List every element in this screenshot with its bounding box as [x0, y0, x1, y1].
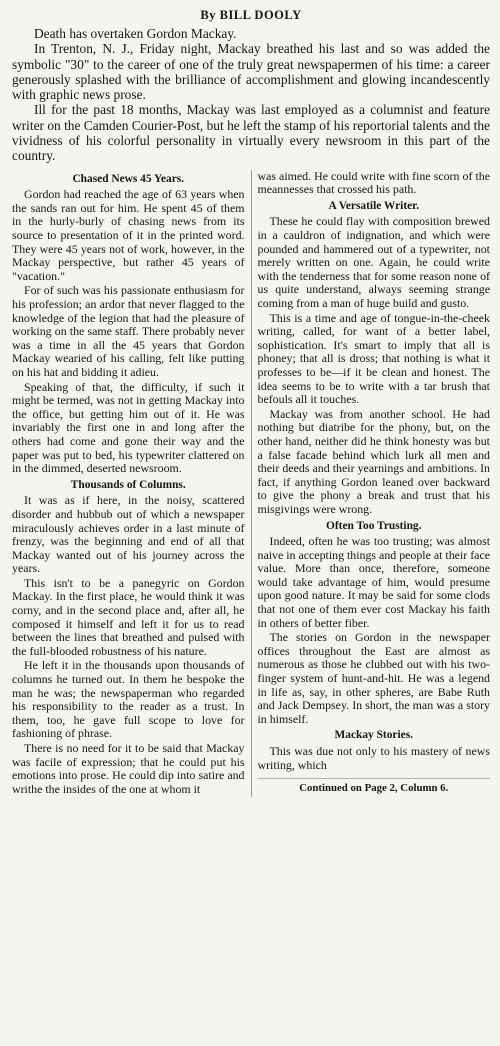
- paragraph: Speaking of that, the difficulty, if such it might be termed, was not in getting Mackay into the office, but getting him out of it. He was invariably the first one in and long after the others had come and gone their way and the paper was put to bed, his typewriter clattered on in the dimmed, deserted newsroom.: [12, 379, 245, 476]
- lead-section: [12, 26, 490, 164]
- right-column: [252, 170, 491, 798]
- subhead: Often Too Trusting.: [326, 519, 422, 532]
- byline: By BILL DOOLY: [200, 8, 302, 22]
- paragraph: He left it in the thousands upon thousands of columns he turned out. In them he bespoke the man he was; the newspaperman who regarded his responsibility to the reader as a trust. In them, too, he gave full scope to love for fashioning of phrase.: [12, 658, 245, 741]
- paragraph: There is no need for it to be said that Mackay was facile of expression; that he could put his emotions into prose. He could dip into satire and writhe the insides of the one at whom it: [12, 741, 245, 796]
- subhead: A Versatile Writer.: [328, 199, 420, 212]
- lead-paragraph: Death has overtaken Gordon Mackay.: [34, 26, 237, 41]
- paragraph: It was as if here, in the noisy, scattered disorder and hubbub out of which a newspaper miraculously achieves order in a last minute of frenzy, was the beginning and end of all that Mackay wanted out of his journey across the years.: [12, 493, 245, 576]
- paragraph: This was due not only to his mastery of news writing, which: [257, 744, 490, 772]
- paragraph: These he could flay with composition brewed in a cauldron of indignation, and which were pounded and hammered out of a typewriter, not merely written on one. Again, he could write with the tenderness that for some reason none of us quite understand, always seeming strange coming from a man of huge build and gusto.: [257, 214, 490, 311]
- lead-paragraph: Ill for the past 18 months, Mackay was last employed as a columnist and feature writer on the Camden Courier-Post, but he left the stamp of his reportorial talents and the vividness of his colorful personality in virtually every newsroom in this part of the country.: [12, 102, 490, 164]
- subhead: Mackay Stories.: [334, 729, 413, 742]
- lead-paragraph: In Trenton, N. J., Friday night, Mackay breathed his last and so was added the symbolic "30" to the career of one of the truly great newspapermen of his time: a career generously splashed with the brilliance of accomplishment and glowing incandescently with graphic news prose.: [12, 41, 490, 103]
- subhead: Thousands of Columns.: [70, 478, 186, 491]
- paragraph: This isn't to be a panegyric on Gordon Mackay. In the first place, he would think it was corny, and in the second place and, after all, he composed it himself and left it for us to read between the lines that breathed and pulsed with the full-blooded robustness of his nature.: [12, 575, 245, 658]
- paragraph: For of such was his passionate enthusiasm for his profession; an ardor that never flagged to the knowledge of the legion that had the pleasure of working on the same staff. There probably never was a time in all the 45 years that Gordon Mackay wearied of his calling, felt like putting on his hat and bidding it adieu.: [12, 283, 245, 379]
- left-column: [12, 170, 252, 798]
- subhead: Chased News 45 Years.: [72, 172, 185, 185]
- paragraph: Mackay was from another school. He had nothing but diatribe for the phony, but, on the other hand, neither did he think honesty was but a false facade behind which lurk all men and their deeds and their yearnings and ambitions. In fact, if anything Gordon leaned over backward to give the phony a break and trust that his misgivings were wrong.: [257, 406, 490, 516]
- continuation-note: Continued on Page 2, Column 6.: [258, 778, 491, 796]
- body-columns: [12, 170, 490, 798]
- paragraph: The stories on Gordon in the newspaper offices throughout the East are almost as numerous as those he clubbed out with his two-finger system of hunt-and-hit. He was a legend in life as, say, in other spheres, are Babe Ruth and Jack Dempsey. In short, the man was a story in himself.: [257, 630, 490, 726]
- paragraph: Indeed, often he was too trusting; was almost naive in accepting things and people at their face value. More than once, therefore, someone would take advantage of him, would presume upon good nature. It may be said for some clods that not one of them ever cost Mackay his faith in others of better fiber.: [257, 534, 490, 630]
- paragraph: Gordon had reached the age of 63 years when the sands ran out for him. He spent 45 of them in the hurly-burly of chasing news from its source to presentation of it in the printed word. They were 45 years not of work, however, in the Mackay perspective, but rather 45 years of "vacation.": [12, 187, 245, 283]
- paragraph: was aimed. He could write with fine scorn of the meannesses that crossed his path.: [257, 168, 490, 197]
- paragraph: This is a time and age of tongue-in-the-cheek writing, called, for want of a better label, sophistication. It's smart to imply that all is phoney; that all is dross; that nothing is what it professes to be—if it be clean and honest. The idea seems to be to write with a tar brush that befouls all it touches.: [257, 310, 490, 407]
